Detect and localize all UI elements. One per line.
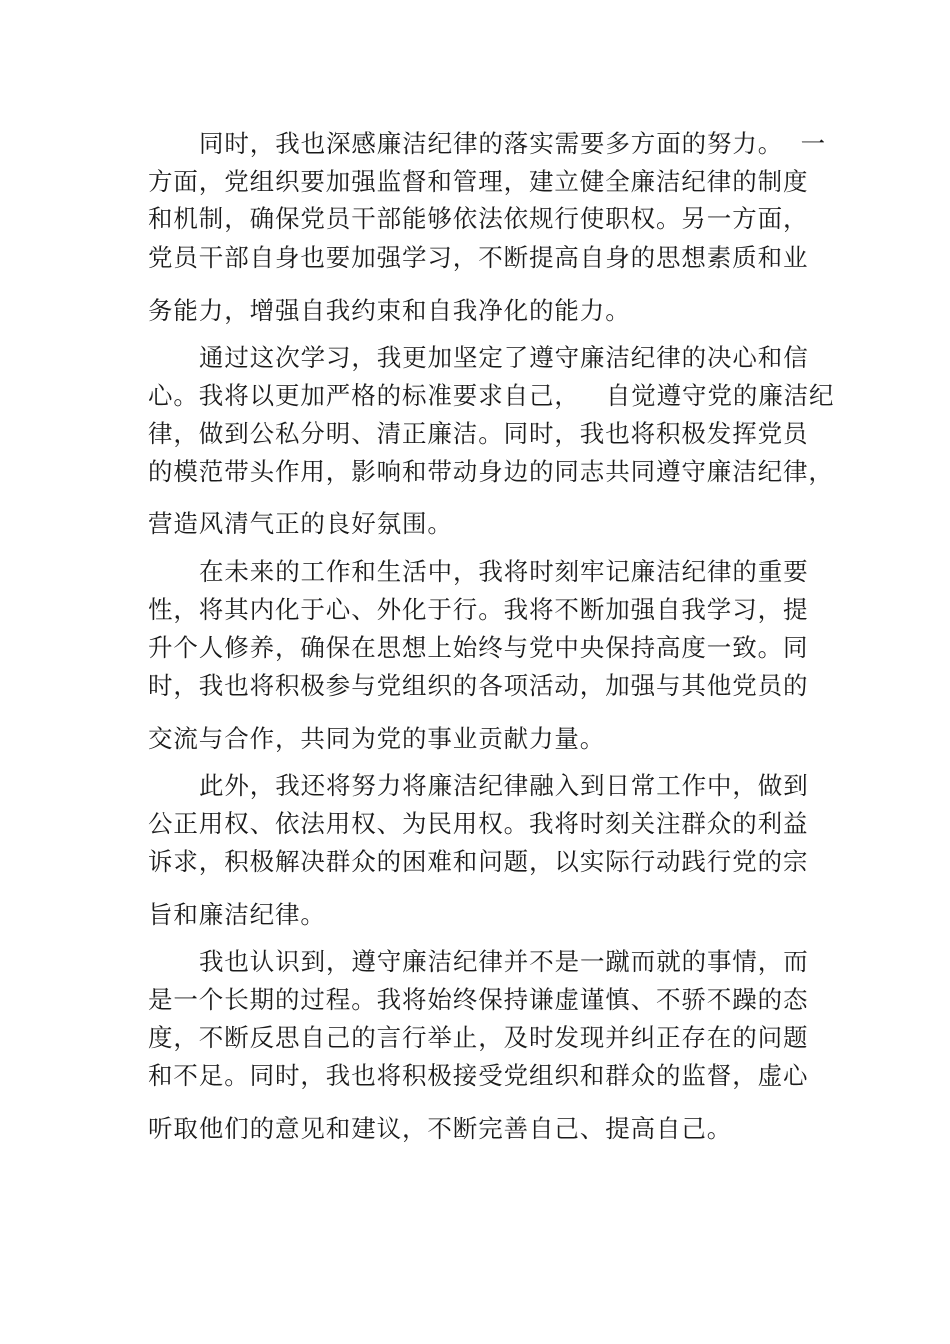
- paragraph-line: 旨和廉洁纪律。: [148, 900, 326, 929]
- paragraph-line: 此外，我还将努力将廉洁纪律融入到日常工作中，做到: [199, 771, 809, 800]
- paragraph-line: 听取他们的意见和建议，不断完善自己、提高自己。: [148, 1114, 733, 1143]
- paragraph-line: 律，做到公私分明、清正廉洁。同时，我也将积极发挥党员: [148, 419, 809, 448]
- paragraph-line: 的模范带头作用，影响和带动身边的同志共同遵守廉洁纪律，: [148, 457, 834, 486]
- paragraph-line: 通过这次学习，我更加坚定了遵守廉洁纪律的决心和信: [199, 343, 809, 372]
- paragraph-line: 和机制，确保党员干部能够依法依规行使职权。另一方面，: [148, 204, 809, 233]
- paragraph-line: 时，我也将积极参与党组织的各项活动，加强与其他党员的: [148, 671, 809, 700]
- paragraph-line: 是一个长期的过程。我将始终保持谦虚谨慎、不骄不躁的态: [148, 985, 809, 1014]
- paragraph-line: 诉求，积极解决群众的困难和问题，以实际行动践行党的宗: [148, 847, 809, 876]
- paragraph-line: 务能力，增强自我约束和自我净化的能力。: [148, 296, 631, 325]
- paragraph-line: 和不足。同时，我也将积极接受党组织和群众的监督，虚心: [148, 1061, 809, 1090]
- paragraph-line: 在未来的工作和生活中，我将时刻牢记廉洁纪律的重要: [199, 557, 809, 586]
- paragraph-line: 方面，党组织要加强监督和管理，建立健全廉洁纪律的制度: [148, 167, 809, 196]
- paragraph-line: 党员干部自身也要加强学习，不断提高自身的思想素质和业: [148, 243, 809, 272]
- paragraph-line: 营造风清气正的良好氛围。: [148, 509, 453, 538]
- paragraph-line: 性，将其内化于心、外化于行。我将不断加强自我学习，提: [148, 595, 809, 624]
- paragraph-line: 度，不断反思自己的言行举止，及时发现并纠正存在的问题: [148, 1023, 809, 1052]
- paragraph-line: 交流与合作，共同为党的事业贡献力量。: [148, 724, 606, 753]
- paragraph-line: 升个人修养，确保在思想上始终与党中央保持高度一致。同: [148, 633, 809, 662]
- paragraph-line: 心。我将以更加严格的标准要求自己， 自觉遵守党的廉洁纪: [148, 381, 835, 410]
- paragraph-line: 公正用权、依法用权、为民用权。我将时刻关注群众的利益: [148, 809, 809, 838]
- paragraph-line: 我也认识到，遵守廉洁纪律并不是一蹴而就的事情，而: [199, 947, 809, 976]
- paragraph-line: 同时，我也深感廉洁纪律的落实需要多方面的努力。 一: [199, 129, 826, 158]
